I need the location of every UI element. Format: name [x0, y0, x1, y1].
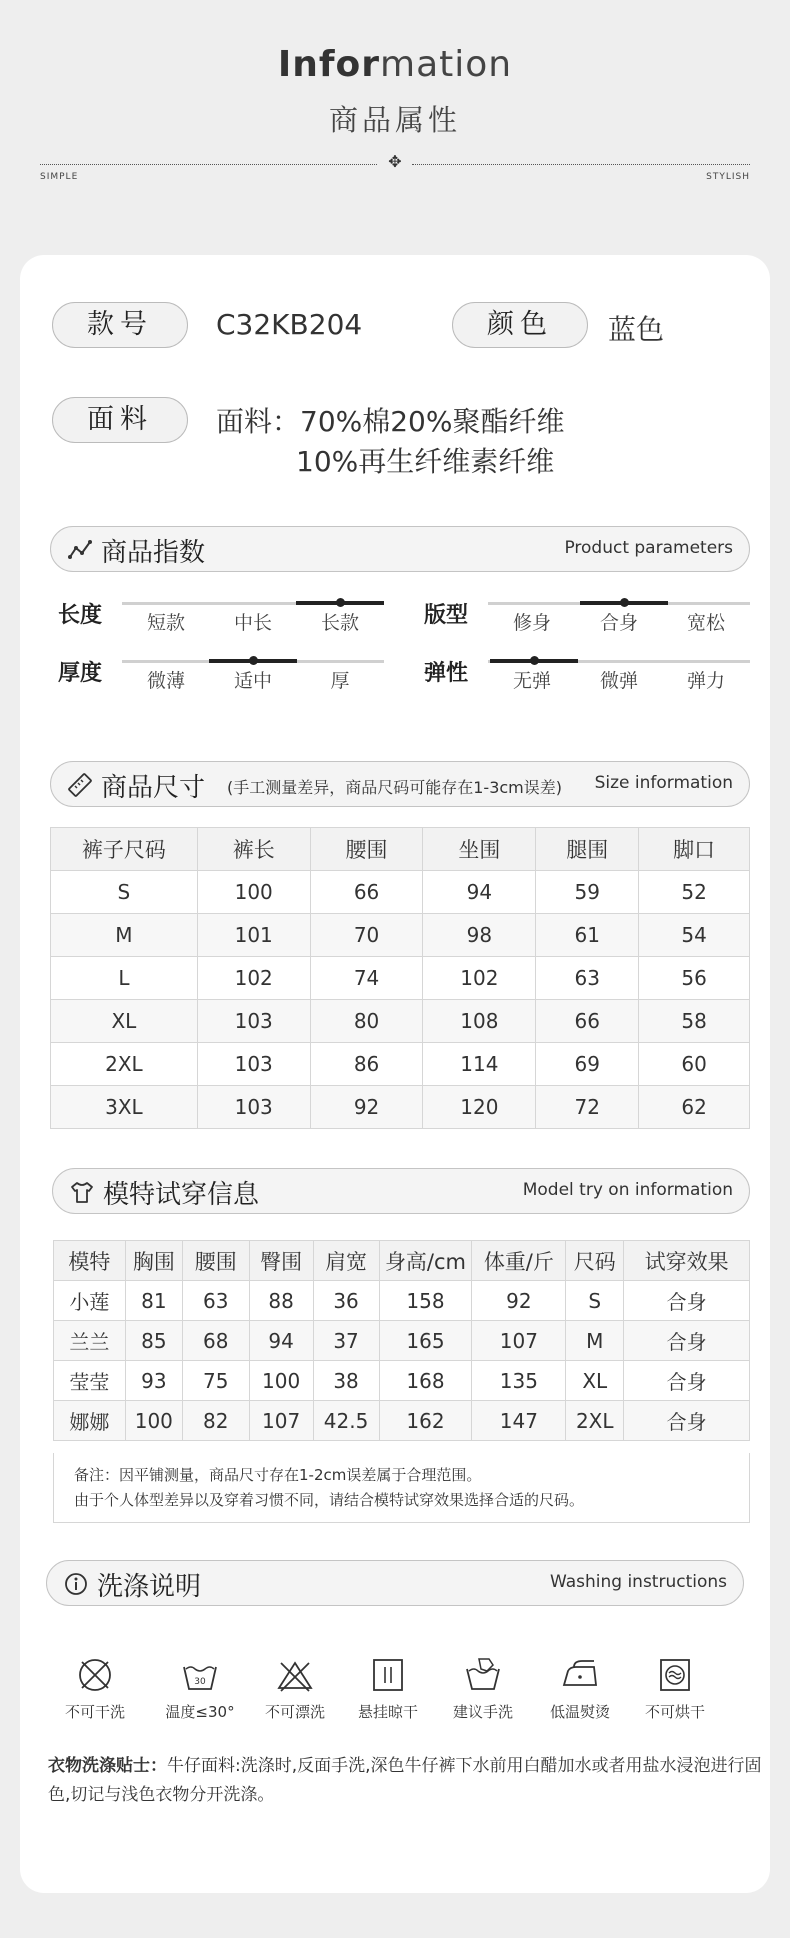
- size-table: [50, 827, 750, 1129]
- model-note-line2: 由于个人体型差异以及穿着习惯不同，请结合模特试穿效果选择合适的尺码。: [74, 1491, 585, 1509]
- page-title: Information: [277, 44, 513, 85]
- table-header-cell: 裤长: [197, 828, 310, 871]
- wash-label: 不可漂洗: [264, 1703, 325, 1721]
- table-cell: 54: [639, 914, 750, 957]
- param-marker-elasticity: [530, 656, 539, 665]
- fabric-label: 面料: [52, 397, 188, 443]
- table-header-cell: 腰围: [310, 828, 423, 871]
- table-cell: 80: [310, 1000, 423, 1043]
- table-cell: L: [51, 957, 198, 1000]
- table-cell: 147: [472, 1401, 566, 1441]
- divider-left: [40, 164, 377, 165]
- param-option: 适中: [233, 670, 272, 692]
- tag-simple: SIMPLE: [40, 172, 79, 182]
- table-cell: 100: [197, 871, 310, 914]
- hand-wash-icon: [463, 1655, 503, 1695]
- section-note: (手工测量差异，商品尺码可能存在1-3cm误差): [227, 778, 563, 797]
- table-row: [54, 1321, 750, 1361]
- table-cell: 61: [536, 914, 639, 957]
- table-header-cell: 坐围: [423, 828, 536, 871]
- hang-dry-icon: [368, 1655, 408, 1695]
- param-option: 长款: [320, 612, 359, 634]
- param-option: 中长: [233, 612, 272, 634]
- section-english: Model try on information: [522, 1180, 733, 1200]
- param-option: 无弹: [512, 670, 551, 692]
- param-marker-length: [336, 598, 345, 607]
- wash-item-hand-wash: [433, 1655, 533, 1722]
- table-cell: 72: [536, 1086, 639, 1129]
- param-option: 厚: [330, 670, 350, 692]
- param-marker-fit: [620, 598, 629, 607]
- table-cell: 82: [182, 1401, 249, 1441]
- table-header-row: [51, 828, 750, 871]
- wash-item-no-bleach: [245, 1655, 345, 1722]
- wash-item-low-iron: [530, 1655, 630, 1722]
- cross-ornament-icon: ✥: [388, 152, 402, 171]
- table-row: [51, 957, 750, 1000]
- table-row: [51, 914, 750, 957]
- table-cell: 3XL: [51, 1086, 198, 1129]
- no-dry-clean-icon: [75, 1655, 115, 1695]
- table-cell: 42.5: [313, 1401, 379, 1441]
- table-cell: 66: [310, 871, 423, 914]
- table-cell: 37: [313, 1321, 379, 1361]
- table-cell: 102: [197, 957, 310, 1000]
- section-title: 模特试穿信息: [103, 1180, 260, 1210]
- table-cell: 103: [197, 1086, 310, 1129]
- wash-label: 建议手洗: [452, 1703, 513, 1721]
- table-row: [54, 1361, 750, 1401]
- table-header-cell: 胸围: [125, 1241, 182, 1281]
- param-marker-thickness: [249, 656, 258, 665]
- fabric-value-line1: 面料：70%棉20%聚酯纤维: [216, 405, 565, 438]
- table-cell: 59: [536, 871, 639, 914]
- param-label-elasticity: 弹性: [424, 661, 469, 686]
- table-cell: 107: [472, 1321, 566, 1361]
- table-cell: 114: [423, 1043, 536, 1086]
- table-cell: 94: [423, 871, 536, 914]
- table-header-cell: 脚口: [639, 828, 750, 871]
- table-cell: 合身: [624, 1361, 750, 1401]
- table-cell: 74: [310, 957, 423, 1000]
- low-iron-icon: [560, 1655, 600, 1695]
- ruler-icon: [67, 772, 93, 798]
- table-cell: 168: [379, 1361, 472, 1401]
- table-cell: 62: [639, 1086, 750, 1129]
- table-header-cell: 腿围: [536, 828, 639, 871]
- table-header-cell: 肩宽: [313, 1241, 379, 1281]
- fabric-value-line2: 10%再生纤维素纤维: [296, 445, 555, 478]
- table-cell: 81: [125, 1281, 182, 1321]
- param-label-thickness: 厚度: [58, 661, 103, 686]
- section-title: 洗涤说明: [97, 1572, 202, 1602]
- table-cell: 63: [182, 1281, 249, 1321]
- info-circle-icon: [63, 1571, 89, 1597]
- table-cell: 2XL: [566, 1401, 624, 1441]
- table-cell: 兰兰: [54, 1321, 126, 1361]
- table-cell: 66: [536, 1000, 639, 1043]
- color-value: 蓝色: [608, 313, 665, 346]
- section-english: Product parameters: [564, 538, 733, 558]
- table-cell: 92: [472, 1281, 566, 1321]
- table-cell: 58: [639, 1000, 750, 1043]
- table-row: [54, 1401, 750, 1441]
- model-table: [53, 1240, 750, 1441]
- table-header-cell: 试穿效果: [624, 1241, 750, 1281]
- table-header-cell: 身高/cm: [379, 1241, 472, 1281]
- wash-item-no-dry-clean: [45, 1655, 145, 1722]
- color-label: 颜色: [452, 302, 588, 348]
- no-bleach-icon: [275, 1655, 315, 1695]
- table-header-cell: 模特: [54, 1241, 126, 1281]
- model-note: [53, 1453, 750, 1523]
- wash-item-no-tumble-dry: [625, 1655, 725, 1722]
- param-option: 微薄: [146, 670, 185, 692]
- table-cell: 162: [379, 1401, 472, 1441]
- table-cell: 88: [249, 1281, 313, 1321]
- section-title: 商品指数: [101, 538, 206, 568]
- table-cell: 135: [472, 1361, 566, 1401]
- param-option: 合身: [599, 612, 638, 634]
- param-option: 修身: [512, 612, 551, 634]
- model-note-line1: 备注：因平铺测量，商品尺寸存在1-2cm误差属于合理范围。: [74, 1466, 482, 1484]
- section-english: Washing instructions: [549, 1572, 727, 1592]
- table-cell: S: [566, 1281, 624, 1321]
- size-information-header: [50, 761, 750, 807]
- table-header-cell: 体重/斤: [472, 1241, 566, 1281]
- table-cell: XL: [566, 1361, 624, 1401]
- table-header-cell: 腰围: [182, 1241, 249, 1281]
- table-cell: 101: [197, 914, 310, 957]
- table-cell: 莹莹: [54, 1361, 126, 1401]
- table-cell: 107: [249, 1401, 313, 1441]
- table-row: [51, 1000, 750, 1043]
- table-cell: S: [51, 871, 198, 914]
- param-option: 短款: [146, 612, 185, 634]
- washing-instructions-header: [46, 1560, 744, 1606]
- table-cell: 69: [536, 1043, 639, 1086]
- param-label-length: 长度: [58, 603, 103, 628]
- wash-label: 悬挂晾干: [357, 1703, 418, 1721]
- table-row: [54, 1281, 750, 1321]
- trend-line-icon: [67, 537, 93, 563]
- table-cell: 小莲: [54, 1281, 126, 1321]
- table-cell: 60: [639, 1043, 750, 1086]
- table-cell: 93: [125, 1361, 182, 1401]
- table-cell: 94: [249, 1321, 313, 1361]
- no-tumble-dry-icon: [655, 1655, 695, 1695]
- section-title: 商品尺寸: [101, 773, 206, 803]
- wash-30-icon: [180, 1655, 220, 1695]
- table-row: [51, 1043, 750, 1086]
- table-cell: 63: [536, 957, 639, 1000]
- svg-text:30: 30: [194, 1677, 206, 1687]
- wash-label: 温度≤30°: [165, 1703, 235, 1721]
- wash-label: 不可干洗: [64, 1703, 125, 1721]
- washing-tips-label: 衣物洗涤贴士：: [48, 1756, 167, 1776]
- wash-label: 低温熨烫: [549, 1703, 610, 1721]
- table-cell: XL: [51, 1000, 198, 1043]
- table-cell: 36: [313, 1281, 379, 1321]
- divider-right: [412, 164, 750, 165]
- table-cell: 92: [310, 1086, 423, 1129]
- table-cell: 100: [125, 1401, 182, 1441]
- table-cell: M: [566, 1321, 624, 1361]
- table-cell: 158: [379, 1281, 472, 1321]
- table-cell: 103: [197, 1000, 310, 1043]
- table-cell: 2XL: [51, 1043, 198, 1086]
- table-cell: 合身: [624, 1281, 750, 1321]
- table-header-cell: 裤子尺码: [51, 828, 198, 871]
- wash-item-hang-dry: [338, 1655, 438, 1722]
- param-option: 弹力: [686, 670, 725, 692]
- page-subtitle: 商品属性: [328, 103, 461, 137]
- param-option: 宽松: [686, 612, 725, 634]
- model-info-header: [52, 1168, 750, 1214]
- table-header-row: [54, 1241, 750, 1281]
- table-cell: 98: [423, 914, 536, 957]
- style-number-value: C32KB204: [216, 308, 363, 341]
- table-cell: 70: [310, 914, 423, 957]
- washing-tips: [48, 1752, 770, 1810]
- section-english: Size information: [594, 773, 733, 793]
- table-cell: 86: [310, 1043, 423, 1086]
- table-cell: 75: [182, 1361, 249, 1401]
- style-number-label: 款号: [52, 302, 188, 348]
- tshirt-icon: [69, 1179, 95, 1205]
- table-cell: 85: [125, 1321, 182, 1361]
- table-header-cell: 臀围: [249, 1241, 313, 1281]
- table-cell: 38: [313, 1361, 379, 1401]
- param-option: 微弹: [599, 670, 638, 692]
- table-cell: 合身: [624, 1401, 750, 1441]
- product-parameters-header: [50, 526, 750, 572]
- table-cell: 56: [639, 957, 750, 1000]
- param-label-fit: 版型: [424, 603, 469, 628]
- table-cell: 68: [182, 1321, 249, 1361]
- table-cell: 120: [423, 1086, 536, 1129]
- table-cell: 103: [197, 1043, 310, 1086]
- table-cell: 娜娜: [54, 1401, 126, 1441]
- table-cell: 102: [423, 957, 536, 1000]
- table-row: [51, 871, 750, 914]
- table-cell: 108: [423, 1000, 536, 1043]
- table-row: [51, 1086, 750, 1129]
- washing-tips-text: 牛仔面料:洗涤时,反面手洗,深色牛仔裤下水前用白醋加水或者用盐水浸泡进行固色,切记与浅色衣物分开洗涤。: [48, 1756, 762, 1805]
- tag-stylish: STYLISH: [706, 172, 750, 182]
- wash-label: 不可烘干: [644, 1703, 705, 1721]
- table-cell: 165: [379, 1321, 472, 1361]
- table-cell: M: [51, 914, 198, 957]
- table-cell: 52: [639, 871, 750, 914]
- table-cell: 合身: [624, 1321, 750, 1361]
- table-header-cell: 尺码: [566, 1241, 624, 1281]
- table-cell: 100: [249, 1361, 313, 1401]
- wash-item-wash-30: [150, 1655, 250, 1722]
